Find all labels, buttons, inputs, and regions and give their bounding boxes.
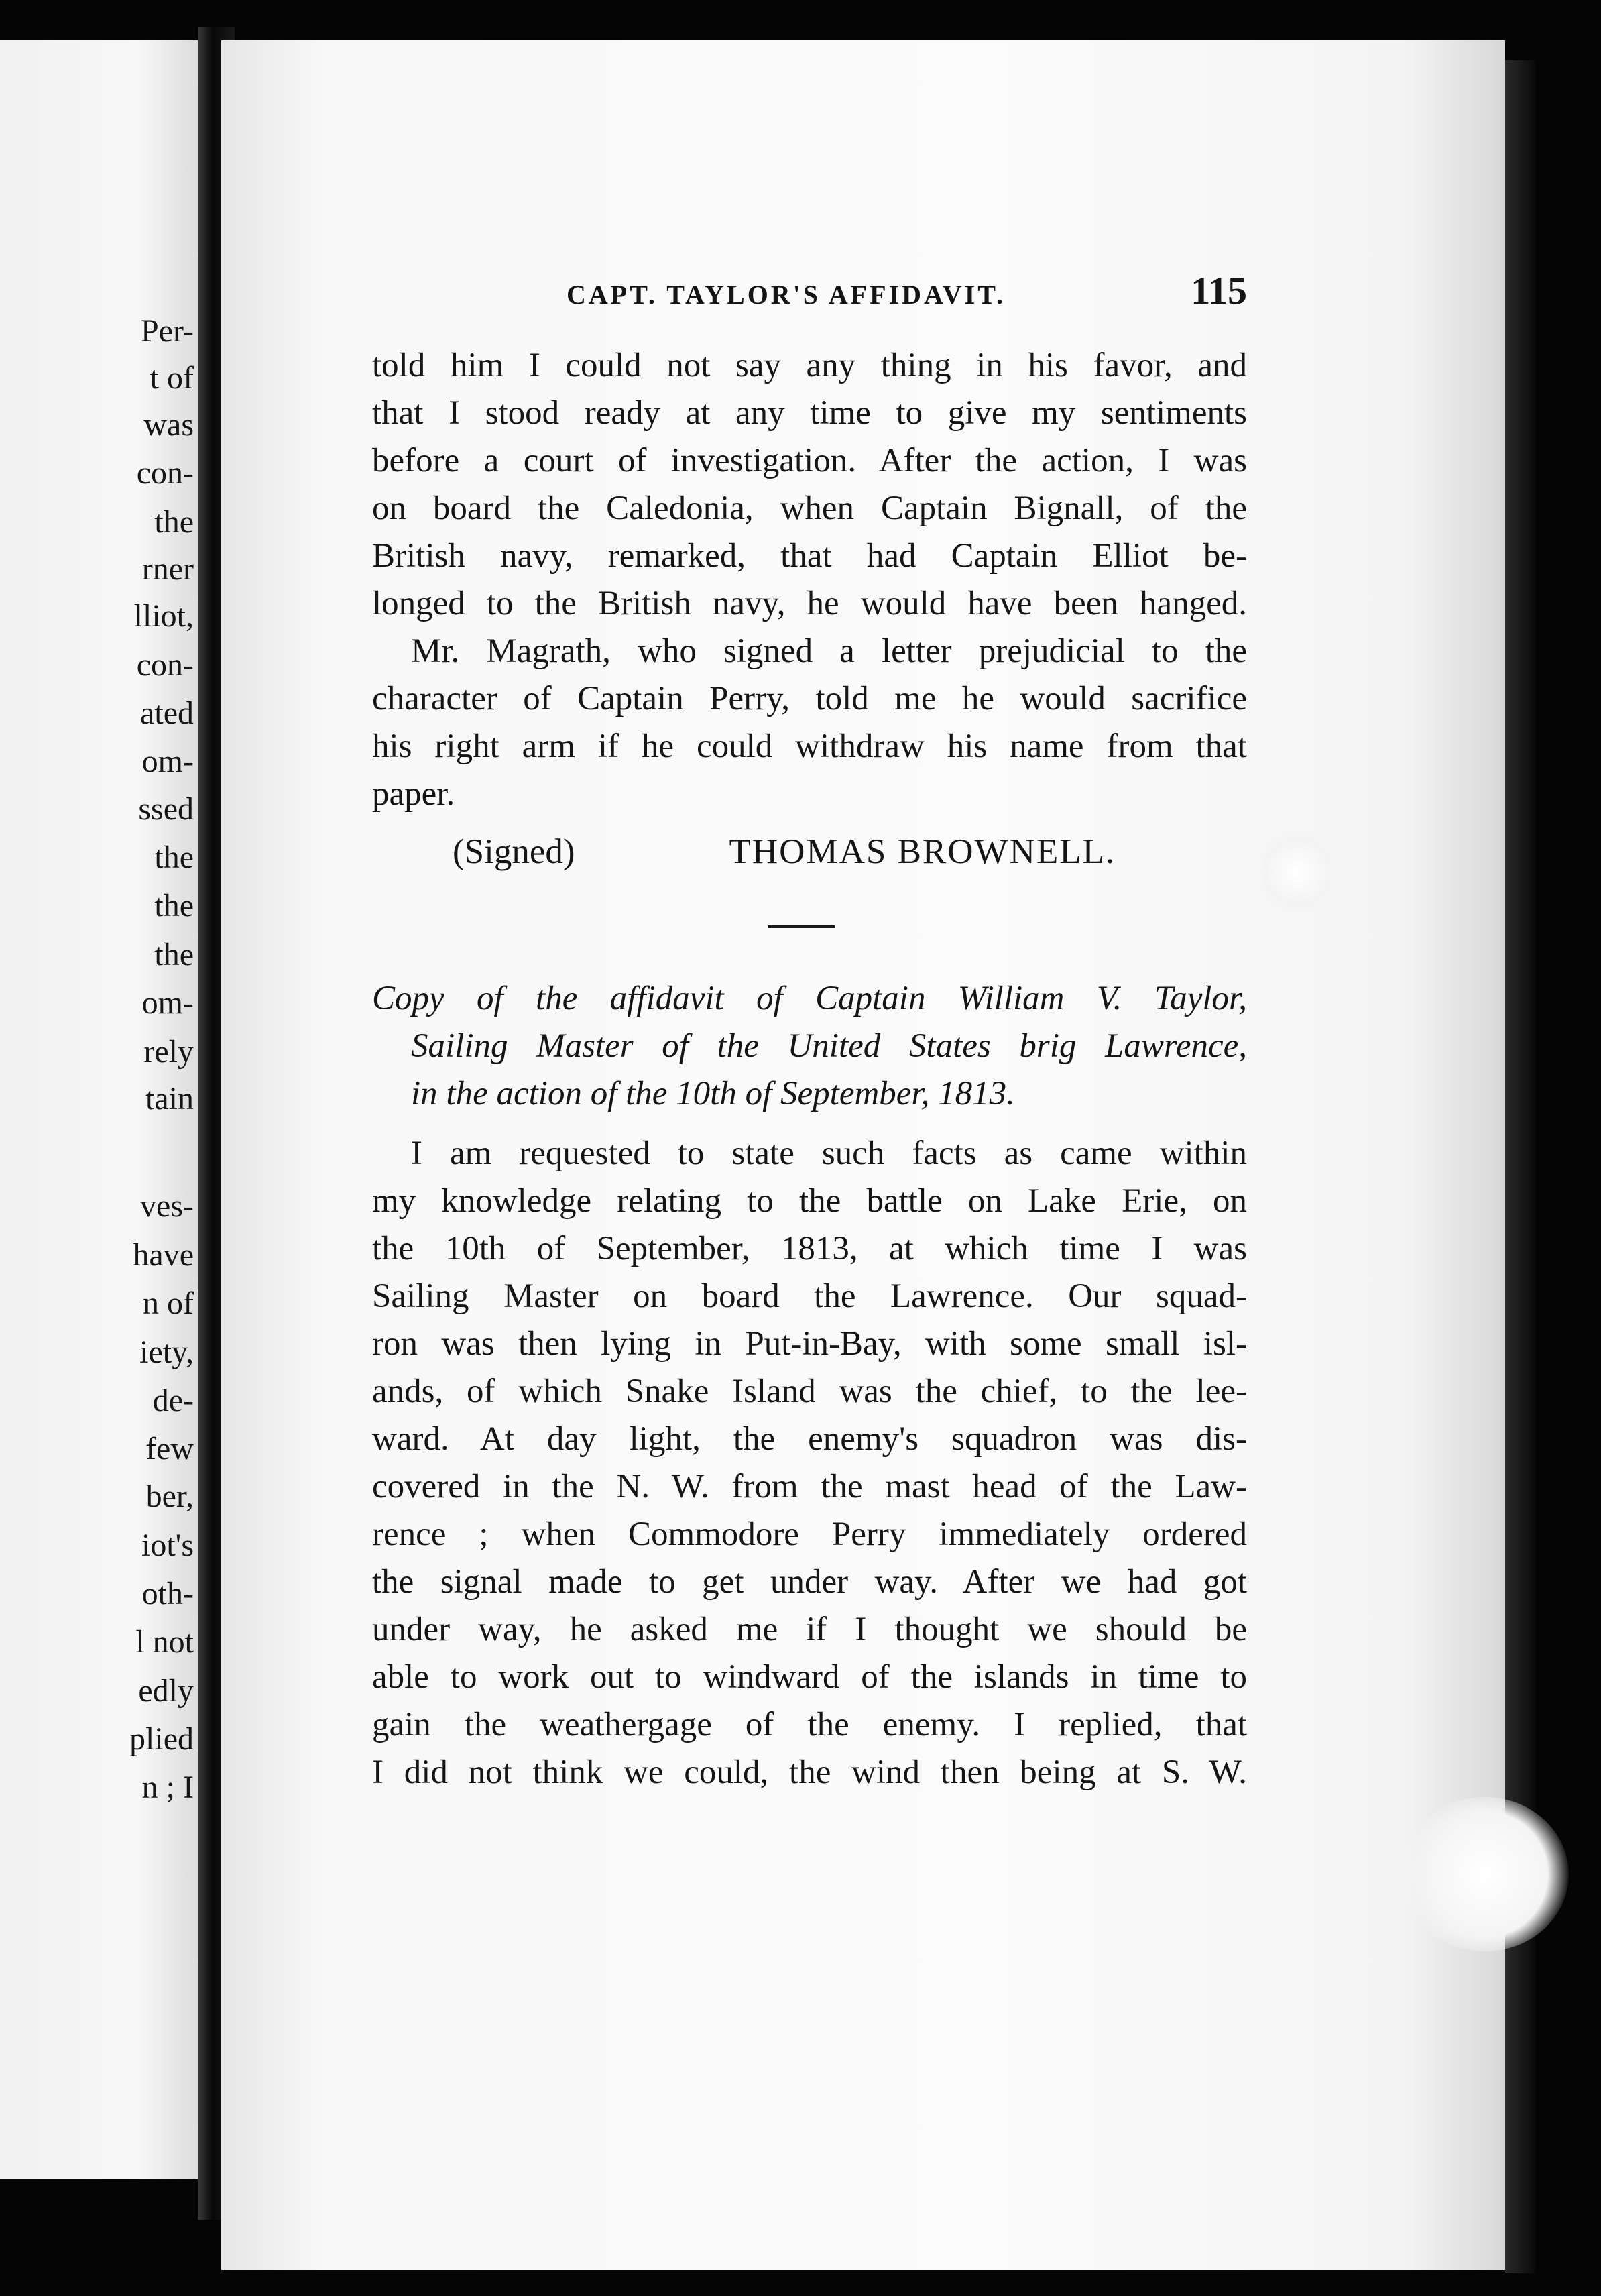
facing-page-fragment: iety, [139,1334,194,1370]
facing-page-fragment: iot's [141,1528,194,1563]
facing-page-fragment: om- [141,744,194,779]
facing-page-fragment: con- [136,647,194,683]
facing-page-fragment: plied [129,1721,194,1757]
facing-page-fragment: n ; I [141,1770,194,1805]
paragraph [372,628,1247,818]
facing-page-fragment: the [154,937,194,972]
facing-page-fragment: Per- [140,313,194,349]
facing-page-fragment: lliot, [133,598,194,634]
heading-line: in the action of the 10th of September, 1813. [411,1075,1015,1112]
text-line: told him I could not say any thing in his favor, and [372,347,1247,384]
text-line: Sailing Master on board the Lawrence. Our squad- [372,1277,1247,1315]
section-divider [768,925,835,928]
signature-line [372,818,1247,885]
facing-page-fragment: few [145,1431,194,1467]
text-line: I am requested to state such facts as came within [411,1135,1247,1172]
text-line: character of Captain Perry, told me he would sacrifice [372,680,1247,718]
text-line: ron was then lying in Put-in-Bay, with some small isl- [372,1325,1247,1363]
facing-page-fragment: edly [138,1673,194,1709]
running-head [372,268,1247,342]
facing-page-fragment: om- [141,985,194,1021]
heading-line: Sailing Master of the United States brig Lawrence, [411,1027,1247,1065]
paper-blemish [1401,1797,1569,1951]
paragraph [372,342,1247,628]
text-line: I did not think we could, the wind then being at S. W. [372,1754,1247,1791]
text-line: rence ; when Commodore Perry immediately ordered [372,1515,1247,1553]
text-line: ward. At day light, the enemy's squadron was dis- [372,1420,1247,1458]
page-text [372,268,1247,1796]
text-line: able to work out to windward of the islands in time to [372,1658,1247,1696]
facing-page-fragment: the [154,504,194,540]
text-line: my knowledge relating to the battle on Lake Erie, on [372,1182,1247,1220]
facing-page-fragment: was [143,407,194,443]
text-line: covered in the N. W. from the mast head of the Law- [372,1468,1247,1505]
text-line: gain the weathergage of the enemy. I replied, that [372,1706,1247,1743]
signed-label: (Signed) [453,832,575,871]
facing-page-fragment: ssed [138,791,194,827]
facing-page-fragment: the [154,840,194,875]
facing-page-fragment: rely [143,1034,194,1070]
facing-page-fragment: have [133,1237,194,1273]
facing-page-fragment: oth- [141,1576,194,1611]
running-head-title: CAPT. TAYLOR'S AFFIDAVIT. [567,280,1006,310]
text-line: before a court of investigation. After the action, I was [372,442,1247,479]
paragraph [372,1130,1247,1796]
facing-page-fragment: ber, [145,1479,194,1514]
text-line: paper. [372,775,455,813]
facing-page-fragment: l not [135,1624,194,1660]
text-line: the 10th of September, 1813, at which time I was [372,1230,1247,1267]
facing-page-fragment: de- [152,1383,194,1418]
text-line: ands, of which Snake Island was the chief, to the lee- [372,1373,1247,1410]
text-line: that I stood ready at any time to give my sentiments [372,394,1247,432]
facing-page-fragment: tain [145,1081,194,1116]
paper-blemish [1260,828,1334,915]
signer-name: THOMAS BROWNELL. [729,832,1116,871]
facing-page-fragment: con- [136,455,194,491]
facing-page-fragment: ves- [140,1188,194,1224]
facing-page-fragment: ated [140,695,194,731]
affidavit-heading [372,975,1247,1118]
facing-page-fragment: rner [141,551,194,587]
facing-page-fragment: n of [143,1285,194,1321]
page-number: 115 [1191,269,1247,312]
text-line: British navy, remarked, that had Captain Elliot be- [372,537,1247,575]
text-line: under way, he asked me if I thought we should be [372,1611,1247,1648]
text-line: longed to the British navy, he would have been hanged. [372,585,1247,622]
text-line: the signal made to get under way. After we had got [372,1563,1247,1601]
heading-line: Copy of the affidavit of Captain William V. Taylor, [372,980,1247,1017]
text-line: on board the Caledonia, when Captain Bignall, of the [372,490,1247,527]
facing-page-edge [0,40,198,2179]
facing-page-fragment: t of [150,360,194,396]
facing-page-fragment: the [154,888,194,923]
text-line: Mr. Magrath, who signed a letter prejudicial to the [411,632,1247,670]
text-line: his right arm if he could withdraw his name from that [372,728,1247,765]
